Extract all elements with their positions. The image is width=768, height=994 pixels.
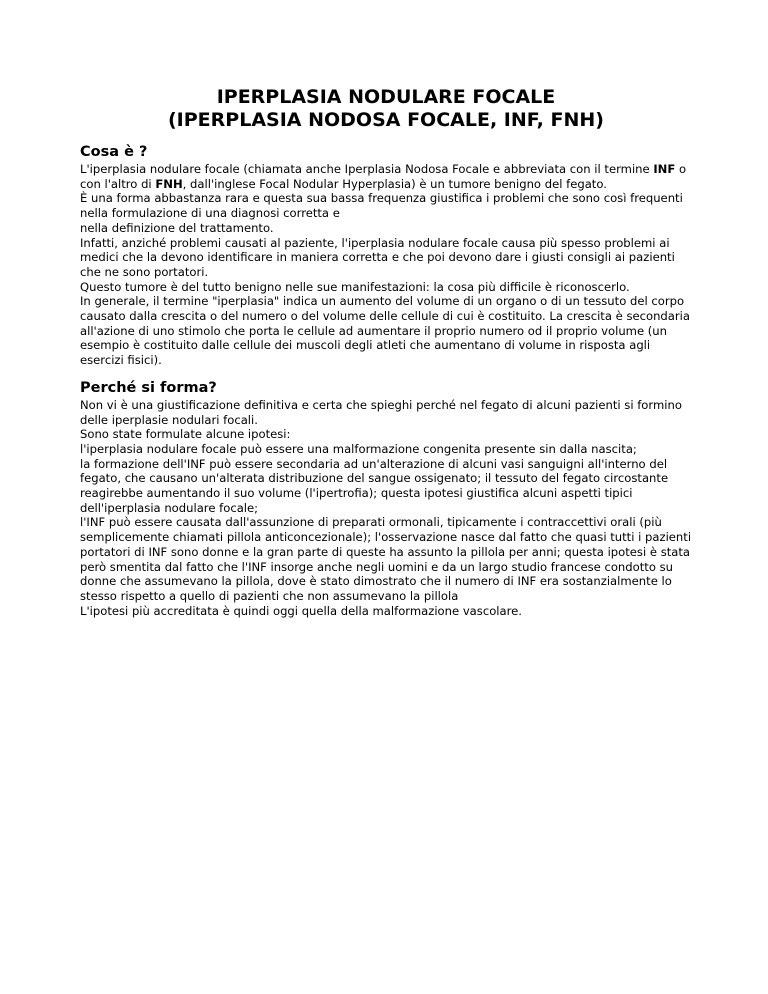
paragraph: L'ipotesi più accreditata è quindi oggi quella della malformazione vascolare. (80, 603, 522, 618)
document-page (80, 86, 692, 629)
paragraph: Infatti, anziché problemi causati al paziente, l'iperplasia nodulare focale causa più spesso problemi ai medici che la devono identificare in maniera corretta e che poi devono dare i giusti consigli ai pazienti che ne sono portatori. (80, 235, 675, 279)
paragraph: È una forma abbastanza rara e questa sua bassa frequenza giustifica i problemi che sono così frequenti (80, 191, 683, 206)
paragraph: In generale, il termine "iperplasia" indica un aumento del volume di un organo o di un tessuto del corpo causato dalla crescita o del numero o del volume delle cellule di cui è costituito. La crescita è secondaria all'azione di uno stimolo che porta le cellule ad aumentare il proprio numero od il proprio volume (un esempio è costituito dalle cellule dei muscoli degli atleti che aumentano di volume in risposta agli esercizi fisici). (80, 294, 690, 368)
title-line-1: IPERPLASIA NODULARE FOCALE (216, 86, 556, 108)
term-inf: INF (653, 162, 676, 176)
paragraph: nella formulazione di una diagnosi corretta e (80, 206, 340, 221)
term-fnh: FNH (155, 176, 183, 191)
document-title (80, 86, 692, 132)
section-heading: Perché si forma? (80, 379, 217, 396)
section-cosa-e (80, 143, 692, 368)
paragraph: la formazione dell'INF può essere secondaria ad un'alterazione di alcuni vasi sanguigni all'interno del fegato, che causano un'alterata distribuzione del sangue ossigenato; il tessuto del fegato circostante reagirebbe aumentando il suo volume (l'ipertrofia); questa ipotesi giustifica alcuni aspetti tipici dell'iperplasia nodulare focale; (80, 456, 669, 515)
paragraph: Sono state formulate alcune ipotesi: (80, 427, 291, 442)
paragraph: Questo tumore è del tutto benigno nelle sue manifestazioni: la cosa più difficile è riconoscerlo. (80, 279, 630, 294)
intro-text: , dall'inglese Focal Nodular Hyperplasia) è un tumore benigno del fegato. (182, 176, 607, 191)
title-line-2: (IPERPLASIA NODOSA FOCALE, INF, FNH) (168, 109, 604, 131)
paragraph: Non vi è una giustificazione definitiva e certa che spieghi perché nel fegato di alcuni pazienti si formino delle iperplasie nodulari focali. (80, 397, 682, 427)
intro-text: L'iperplasia nodulare focale (chiamata anche Iperplasia Nodosa Focale e abbreviata con il termine (80, 162, 654, 176)
paragraph: nella definizione del trattamento. (80, 220, 274, 235)
intro-text: o con l'altro di (80, 162, 687, 191)
section-perche-si-forma (80, 379, 692, 619)
intro-paragraph (80, 162, 692, 191)
paragraph: l'iperplasia nodulare focale può essere una malformazione congenita presente sin dalla nascita; (80, 441, 637, 456)
section-heading: Cosa è ? (80, 144, 148, 160)
paragraph: l'INF può essere causata dall'assunzione di preparati ormonali, tipicamente i contraccettivi orali (più semplicemente chiamati pillola anticoncezionale); l'osservazione nasce dal fatto che quasi tutti i pazienti portatori di INF sono donne e la gran parte di queste ha assunto la pillola per anni; questa ipotesi è stata però smentita dal fatto che l'INF insorge anche negli uomini e da un largo studio francese condotto su donne che assumevano la pillola, dove è stato dimostrato che il numero di INF era sostanzialmente lo stesso rispetto a quello di pazienti che non assumevano la pillola (80, 515, 692, 603)
